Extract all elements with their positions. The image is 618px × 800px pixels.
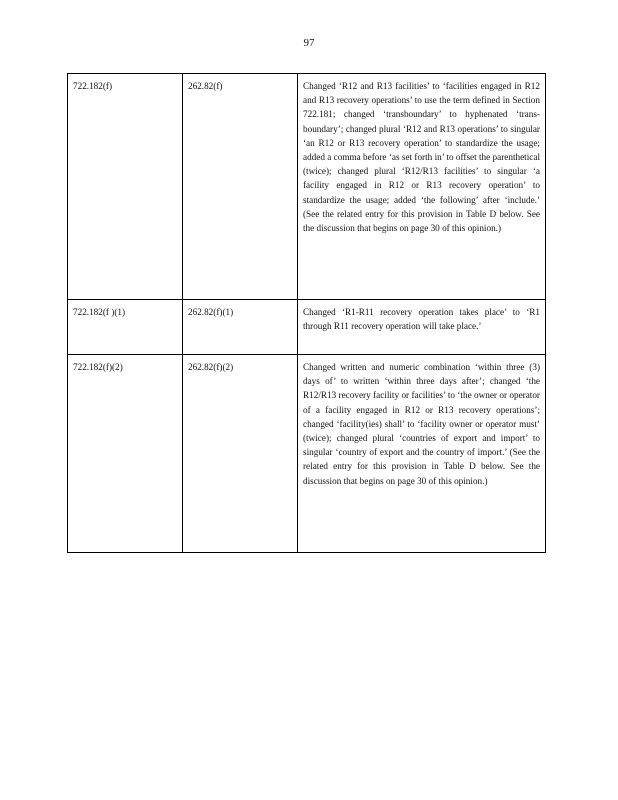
table-row <box>68 300 546 355</box>
illinois-section-cell: 722.182(f) <box>68 74 183 300</box>
illinois-section-cell: 722.182(f )(1) <box>68 300 183 355</box>
page-number: 97 <box>303 37 315 49</box>
illinois-section-cell: 722.182(f)(2) <box>68 355 183 553</box>
federal-section-cell: 262.82(f)(2) <box>183 355 298 553</box>
federal-section-cell: 262.82(f)(1) <box>183 300 298 355</box>
federal-section-cell: 262.82(f) <box>183 74 298 300</box>
table-row <box>68 355 546 553</box>
change-note-cell: Changed written and numeric combination ‘within three (3) days of’ to written ‘within three days after’; changed ‘the R12/R13 recovery facility or facilities’ to ‘the owner or operator of a facility engaged in R12 or R13 recovery operations’; changed ‘facility(ies) shall’ to ‘facility owner or operator must’ (twice); changed plural ‘countries of export and import’ to singular ‘country of export and the country of import.’ (See the related entry for this provision in Table D below. See the discussion that begins on page 30 of this opinion.) <box>298 355 546 553</box>
table-row <box>68 74 546 300</box>
change-note-cell: Changed ‘R1-R11 recovery operation takes place’ to ‘R1 through R11 recovery operation will take place.’ <box>298 300 546 355</box>
comparison-table <box>67 73 546 553</box>
change-note-cell: Changed ‘R12 and R13 facilities’ to ‘facilities engaged in R12 and R13 recovery operations’ to use the term defined in Section 722.181; changed ‘transboundary’ to hyphenated ‘trans-boundary’; changed plural ‘R12 and R13 operations’ to singular ‘an R12 or R13 recovery operation’ to standardize the usage; added a comma before ‘as set forth in’ to offset the parenthetical (twice); changed plural ‘R12/R13 facilities’ to singular ‘a facility engaged in R12 or R13 recovery operation’ to standardize the usage; added ‘the following’ after ‘include.’ (See the related entry for this provision in Table D below. See the discussion that begins on page 30 of this opinion.) <box>298 74 546 300</box>
